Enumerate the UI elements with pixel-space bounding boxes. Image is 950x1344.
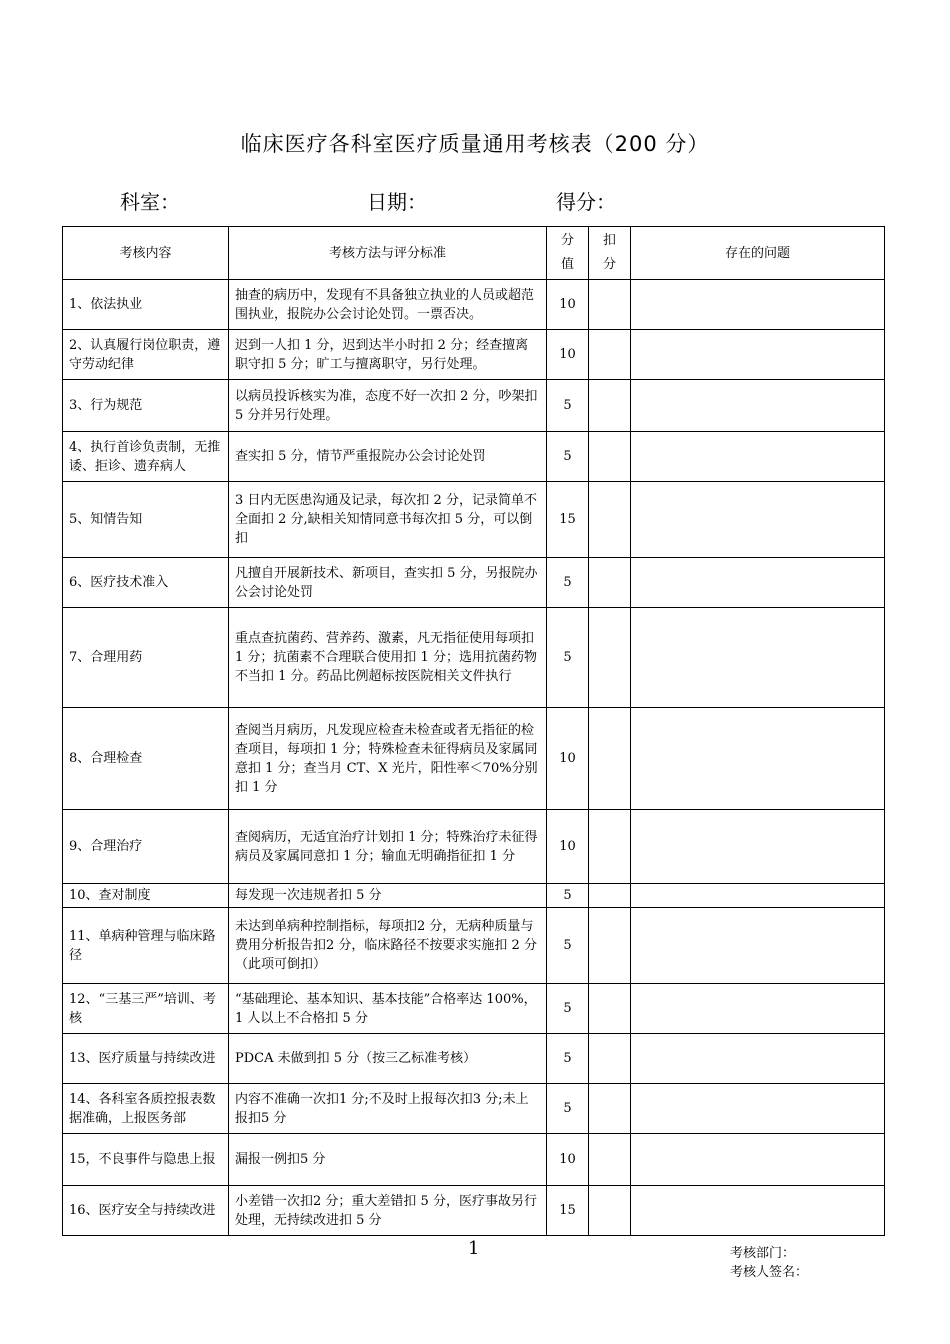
scoring-method: 凡擅自开展新技术、新项目，查实扣 5 分，另报院办公会讨论处罚 bbox=[229, 558, 547, 608]
scoring-method: PDCA 未做到扣 5 分（按三乙标准考核） bbox=[229, 1034, 547, 1084]
assessment-item: 11、单病种管理与临床路径 bbox=[63, 908, 229, 984]
scoring-method: 3 日内无医患沟通及记录，每次扣 2 分，记录简单不全面扣 2 分,缺相关知情同意书每次扣 5 分，可以倒扣 bbox=[229, 482, 547, 558]
issues-cell bbox=[631, 380, 885, 432]
max-score: 10 bbox=[547, 1134, 589, 1186]
scoring-method: 内容不准确一次扣1 分;不及时上报每次扣3 分;未上报扣5 分 bbox=[229, 1084, 547, 1134]
deducted-score-cell bbox=[589, 558, 631, 608]
score-label: 得分： bbox=[556, 190, 616, 214]
assessment-item: 13、医疗质量与持续改进 bbox=[63, 1034, 229, 1084]
scoring-method: 迟到一人扣 1 分，迟到达半小时扣 2 分；经查擅离职守扣 5 分；旷工与擅离职守，另行处理。 bbox=[229, 330, 547, 380]
issues-cell bbox=[631, 280, 885, 330]
issues-cell bbox=[631, 908, 885, 984]
deducted-score-cell bbox=[589, 330, 631, 380]
assessment-item: 5、知情告知 bbox=[63, 482, 229, 558]
issues-cell bbox=[631, 558, 885, 608]
scoring-method: 查阅病历，无适宜治疗计划扣 1 分；特殊治疗未征得病员及家属同意扣 1 分；输血无明确指征扣 1 分 bbox=[229, 810, 547, 884]
department-label: 科室： bbox=[120, 190, 180, 214]
issues-cell bbox=[631, 984, 885, 1034]
max-score: 5 bbox=[547, 884, 589, 908]
table-row bbox=[63, 984, 885, 1034]
table-row bbox=[63, 884, 885, 908]
footer-signer-label: 考核人签名： bbox=[730, 1265, 809, 1280]
table-row bbox=[63, 810, 885, 884]
table-row bbox=[63, 708, 885, 810]
scoring-method: 每发现一次违规者扣 5 分 bbox=[229, 884, 547, 908]
issues-cell bbox=[631, 482, 885, 558]
issues-cell bbox=[631, 1034, 885, 1084]
table-row bbox=[63, 908, 885, 984]
assessment-item: 4、执行首诊负责制，无推诿、拒诊、遗弃病人 bbox=[63, 432, 229, 482]
header-method: 考核方法与评分标准 bbox=[229, 227, 547, 280]
header-deduct bbox=[589, 227, 631, 280]
scoring-method: “基础理论、基本知识、基本技能”合格率达 100%，1 人以上不合格扣 5 分 bbox=[229, 984, 547, 1034]
scoring-method: 查阅当月病历，凡发现应检查未检查或者无指征的检查项目，每项扣 1 分；特殊检查未征得病员及家属同意扣 1 分；查当月 CT、X 光片，阳性率＜70%分别扣 1 分 bbox=[229, 708, 547, 810]
issues-cell bbox=[631, 1084, 885, 1134]
scoring-method: 小差错一次扣2 分；重大差错扣 5 分，医疗事故另行处理，无持续改进扣 5 分 bbox=[229, 1186, 547, 1236]
table-row bbox=[63, 1186, 885, 1236]
deducted-score-cell bbox=[589, 608, 631, 708]
max-score: 10 bbox=[547, 280, 589, 330]
deducted-score-cell bbox=[589, 1186, 631, 1236]
table-row bbox=[63, 330, 885, 380]
deducted-score-cell bbox=[589, 1034, 631, 1084]
issues-cell bbox=[631, 608, 885, 708]
header-deduct-line1: 扣 bbox=[602, 233, 616, 248]
assessment-table bbox=[62, 226, 885, 1236]
assessment-item: 7、合理用药 bbox=[63, 608, 229, 708]
table-row bbox=[63, 1084, 885, 1134]
table-row bbox=[63, 1034, 885, 1084]
assessment-item: 1、依法执业 bbox=[63, 280, 229, 330]
max-score: 5 bbox=[547, 1034, 589, 1084]
max-score: 10 bbox=[547, 708, 589, 810]
table-row bbox=[63, 1134, 885, 1186]
issues-cell bbox=[631, 810, 885, 884]
max-score: 15 bbox=[547, 482, 589, 558]
issues-cell bbox=[631, 1186, 885, 1236]
table-row bbox=[63, 558, 885, 608]
assessment-item: 10、查对制度 bbox=[63, 884, 229, 908]
page-title: 临床医疗各科室医疗质量通用考核表（200 分） bbox=[240, 132, 710, 156]
header-value-line1: 分 bbox=[560, 233, 574, 248]
header-deduct-line2: 分 bbox=[602, 257, 616, 272]
header-issues: 存在的问题 bbox=[631, 227, 885, 280]
deducted-score-cell bbox=[589, 280, 631, 330]
max-score: 10 bbox=[547, 810, 589, 884]
assessment-item: 16、医疗安全与持续改进 bbox=[63, 1186, 229, 1236]
max-score: 5 bbox=[547, 432, 589, 482]
issues-cell bbox=[631, 1134, 885, 1186]
issues-cell bbox=[631, 884, 885, 908]
max-score: 5 bbox=[547, 984, 589, 1034]
assessment-item: 6、医疗技术准入 bbox=[63, 558, 229, 608]
scoring-method: 未达到单病种控制指标，每项扣2 分，无病种质量与费用分析报告扣2 分，临床路径不按要求实施扣 2 分（此项可倒扣） bbox=[229, 908, 547, 984]
max-score: 5 bbox=[547, 608, 589, 708]
deducted-score-cell bbox=[589, 1084, 631, 1134]
assessment-item: 3、行为规范 bbox=[63, 380, 229, 432]
assessment-item: 9、合理治疗 bbox=[63, 810, 229, 884]
deducted-score-cell bbox=[589, 908, 631, 984]
table-header-row bbox=[63, 227, 885, 280]
max-score: 5 bbox=[547, 380, 589, 432]
header-value-line2: 值 bbox=[560, 257, 574, 272]
deducted-score-cell bbox=[589, 810, 631, 884]
assessment-item: 14、各科室各质控报表数据准确，上报医务部 bbox=[63, 1084, 229, 1134]
issues-cell bbox=[631, 432, 885, 482]
deducted-score-cell bbox=[589, 884, 631, 908]
header-content: 考核内容 bbox=[63, 227, 229, 280]
scoring-method: 抽查的病历中，发现有不具备独立执业的人员或超范围执业，报院办公会讨论处罚。一票否决。 bbox=[229, 280, 547, 330]
max-score: 5 bbox=[547, 908, 589, 984]
assessment-item: 15，不良事件与隐患上报 bbox=[63, 1134, 229, 1186]
deducted-score-cell bbox=[589, 482, 631, 558]
max-score: 5 bbox=[547, 558, 589, 608]
table-row bbox=[63, 380, 885, 432]
scoring-method: 重点查抗菌药、营养药、激素，凡无指征使用每项扣 1 分；抗菌素不合理联合使用扣 1 分；选用抗菌药物不当扣 1 分。药品比例超标按医院相关文件执行 bbox=[229, 608, 547, 708]
table-row bbox=[63, 608, 885, 708]
scoring-method: 漏报一例扣5 分 bbox=[229, 1134, 547, 1186]
deducted-score-cell bbox=[589, 1134, 631, 1186]
scoring-method: 以病员投诉核实为准，态度不好一次扣 2 分，吵架扣 5 分并另行处理。 bbox=[229, 380, 547, 432]
max-score: 15 bbox=[547, 1186, 589, 1236]
assessment-item: 2、认真履行岗位职责，遵守劳动纪律 bbox=[63, 330, 229, 380]
footer-dept-label: 考核部门： bbox=[730, 1246, 796, 1261]
assessment-item: 12、“三基三严”培训、考核 bbox=[63, 984, 229, 1034]
date-label: 日期： bbox=[367, 190, 427, 214]
table-row bbox=[63, 280, 885, 330]
scoring-method: 查实扣 5 分，情节严重报院办公会讨论处罚 bbox=[229, 432, 547, 482]
page-number: 1 bbox=[468, 1238, 480, 1259]
max-score: 10 bbox=[547, 330, 589, 380]
table-row bbox=[63, 432, 885, 482]
deducted-score-cell bbox=[589, 984, 631, 1034]
header-value bbox=[547, 227, 589, 280]
deducted-score-cell bbox=[589, 380, 631, 432]
assessment-item: 8、合理检查 bbox=[63, 708, 229, 810]
table-row bbox=[63, 482, 885, 558]
max-score: 5 bbox=[547, 1084, 589, 1134]
issues-cell bbox=[631, 708, 885, 810]
issues-cell bbox=[631, 330, 885, 380]
deducted-score-cell bbox=[589, 708, 631, 810]
deducted-score-cell bbox=[589, 432, 631, 482]
